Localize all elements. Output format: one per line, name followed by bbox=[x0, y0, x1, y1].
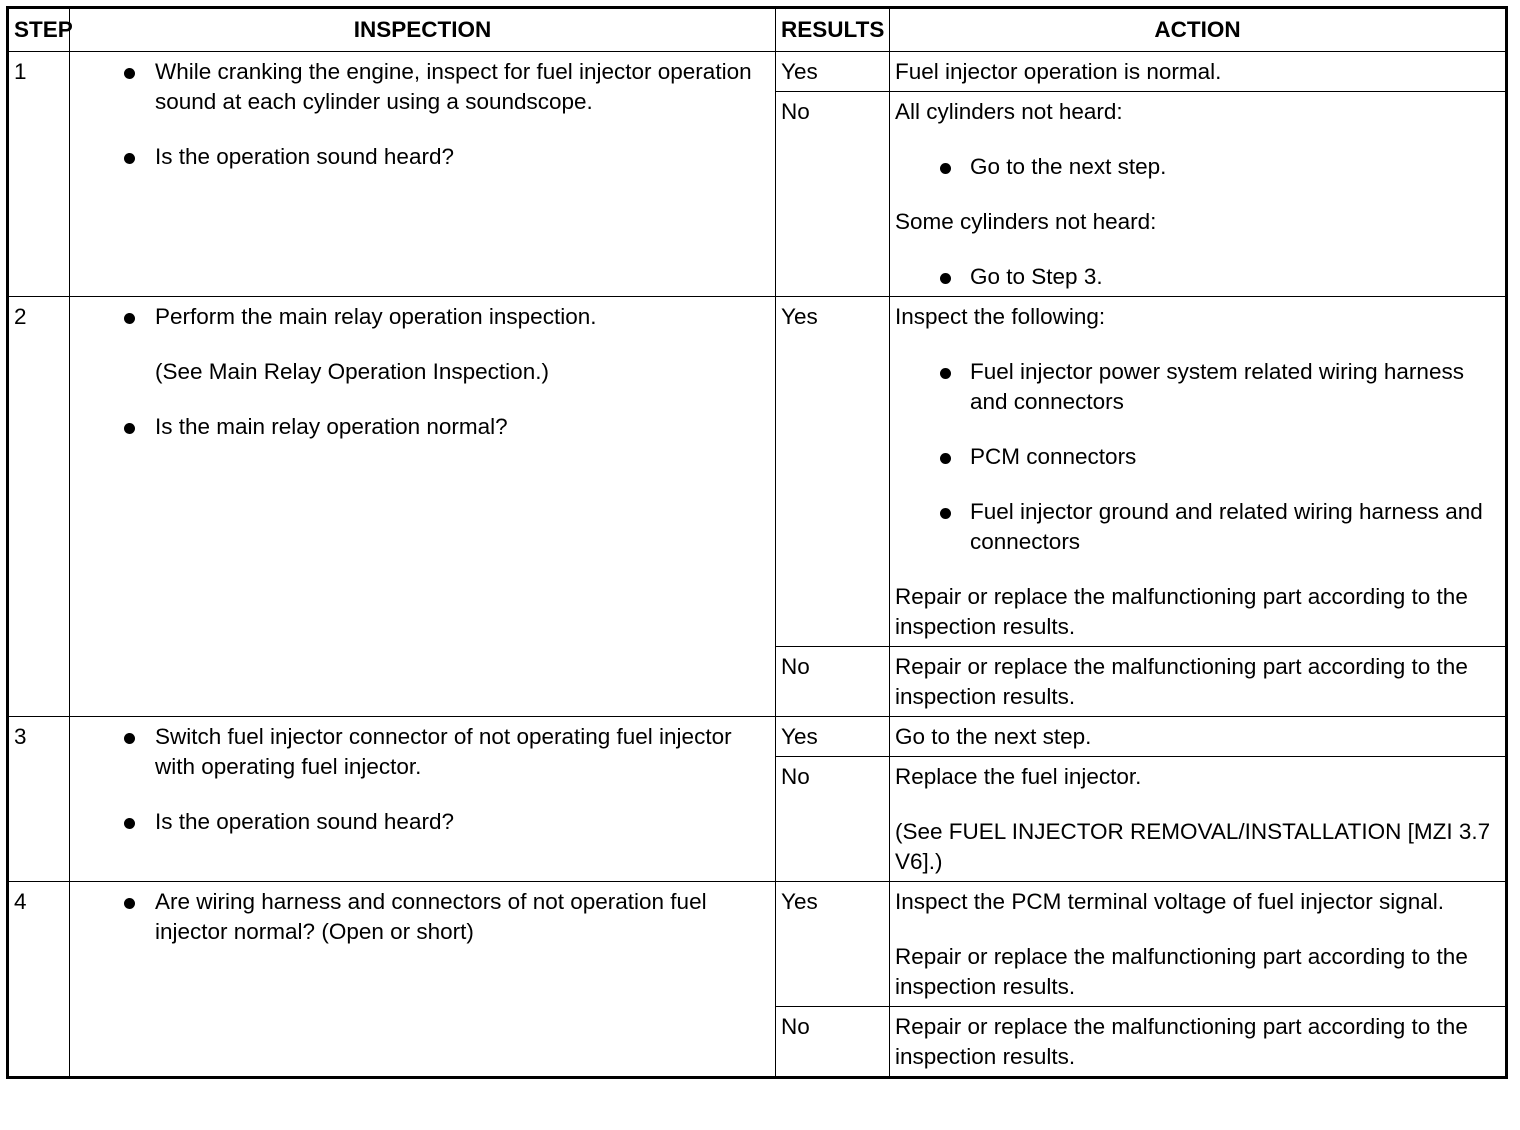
step-3-yes-result: Yes bbox=[776, 717, 890, 757]
step-2-no-action: Repair or replace the malfunctioning part according to the inspection results. bbox=[890, 647, 1507, 717]
action-text: Repair or replace the malfunctioning part according to the inspection results. bbox=[895, 584, 1468, 639]
step-2-yes-result: Yes bbox=[776, 297, 890, 647]
header-results: RESULTS bbox=[776, 8, 890, 52]
action-text: Replace the fuel injector. bbox=[895, 764, 1142, 789]
step-2-inspection-item: Is the main relay operation normal? bbox=[75, 412, 770, 442]
step-4-yes-row bbox=[8, 882, 1507, 1007]
step-1-number: 1 bbox=[8, 52, 70, 297]
step-2-number: 2 bbox=[8, 297, 70, 717]
step-1-inspection-item: Is the operation sound heard? bbox=[75, 142, 770, 172]
action-text: Inspect the following: bbox=[895, 304, 1106, 329]
action-bullet: Go to Step 3. bbox=[895, 262, 1500, 292]
header-inspection: INSPECTION bbox=[70, 8, 776, 52]
action-bullet: Go to the next step. bbox=[895, 152, 1500, 182]
step-4-no-action: Repair or replace the malfunctioning part according to the inspection results. bbox=[890, 1007, 1507, 1078]
step-2-yes-row bbox=[8, 297, 1507, 647]
step-2-no-result: No bbox=[776, 647, 890, 717]
step-4-number: 4 bbox=[8, 882, 70, 1078]
step-1-yes-action: Fuel injector operation is normal. bbox=[890, 52, 1507, 92]
step-3-number: 3 bbox=[8, 717, 70, 882]
step-4-yes-result: Yes bbox=[776, 882, 890, 1007]
action-text: (See FUEL INJECTOR REMOVAL/INSTALLATION [MZI 3.7 V6].) bbox=[895, 819, 1491, 874]
step-3-inspection-item: Is the operation sound heard? bbox=[75, 807, 770, 837]
step-4-inspection bbox=[70, 882, 776, 1078]
action-bullet: Fuel injector ground and related wiring harness and connectors bbox=[895, 497, 1500, 557]
step-4-inspection-item: Are wiring harness and connectors of not operation fuel injector normal? (Open or short) bbox=[75, 887, 770, 947]
step-3-no-action bbox=[890, 757, 1507, 882]
action-text: Inspect the PCM terminal voltage of fuel injector signal. bbox=[895, 889, 1445, 914]
step-3-inspection-item: Switch fuel injector connector of not operating fuel injector with operating fuel injector. bbox=[75, 722, 770, 782]
step-3-yes-action: Go to the next step. bbox=[890, 717, 1507, 757]
step-2-inspection-item: Perform the main relay operation inspection. bbox=[75, 302, 770, 332]
step-3-inspection bbox=[70, 717, 776, 882]
action-bullet: PCM connectors bbox=[895, 442, 1500, 472]
step-3-no-result: No bbox=[776, 757, 890, 882]
header-row bbox=[8, 8, 1507, 52]
step-2-inspection bbox=[70, 297, 776, 717]
troubleshooting-table bbox=[6, 6, 1508, 1079]
action-text: Some cylinders not heard: bbox=[895, 209, 1157, 234]
step-1-yes-row bbox=[8, 52, 1507, 92]
action-text: Repair or replace the malfunctioning part according to the inspection results. bbox=[895, 944, 1468, 999]
step-1-yes-result: Yes bbox=[776, 52, 890, 92]
header-action: ACTION bbox=[890, 8, 1507, 52]
step-2-yes-action bbox=[890, 297, 1507, 647]
step-4-yes-action bbox=[890, 882, 1507, 1007]
step-1-inspection bbox=[70, 52, 776, 297]
step-2-inspection-note: (See Main Relay Operation Inspection.) bbox=[155, 359, 549, 384]
step-1-inspection-item: While cranking the engine, inspect for fuel injector operation sound at each cylinder using a soundscope. bbox=[75, 57, 770, 117]
action-bullet: Fuel injector power system related wiring harness and connectors bbox=[895, 357, 1500, 417]
step-4-no-result: No bbox=[776, 1007, 890, 1078]
step-1-no-action bbox=[890, 92, 1507, 297]
step-3-yes-row bbox=[8, 717, 1507, 757]
header-step: STEP bbox=[8, 8, 70, 52]
step-1-no-result: No bbox=[776, 92, 890, 297]
action-text: All cylinders not heard: bbox=[895, 99, 1123, 124]
